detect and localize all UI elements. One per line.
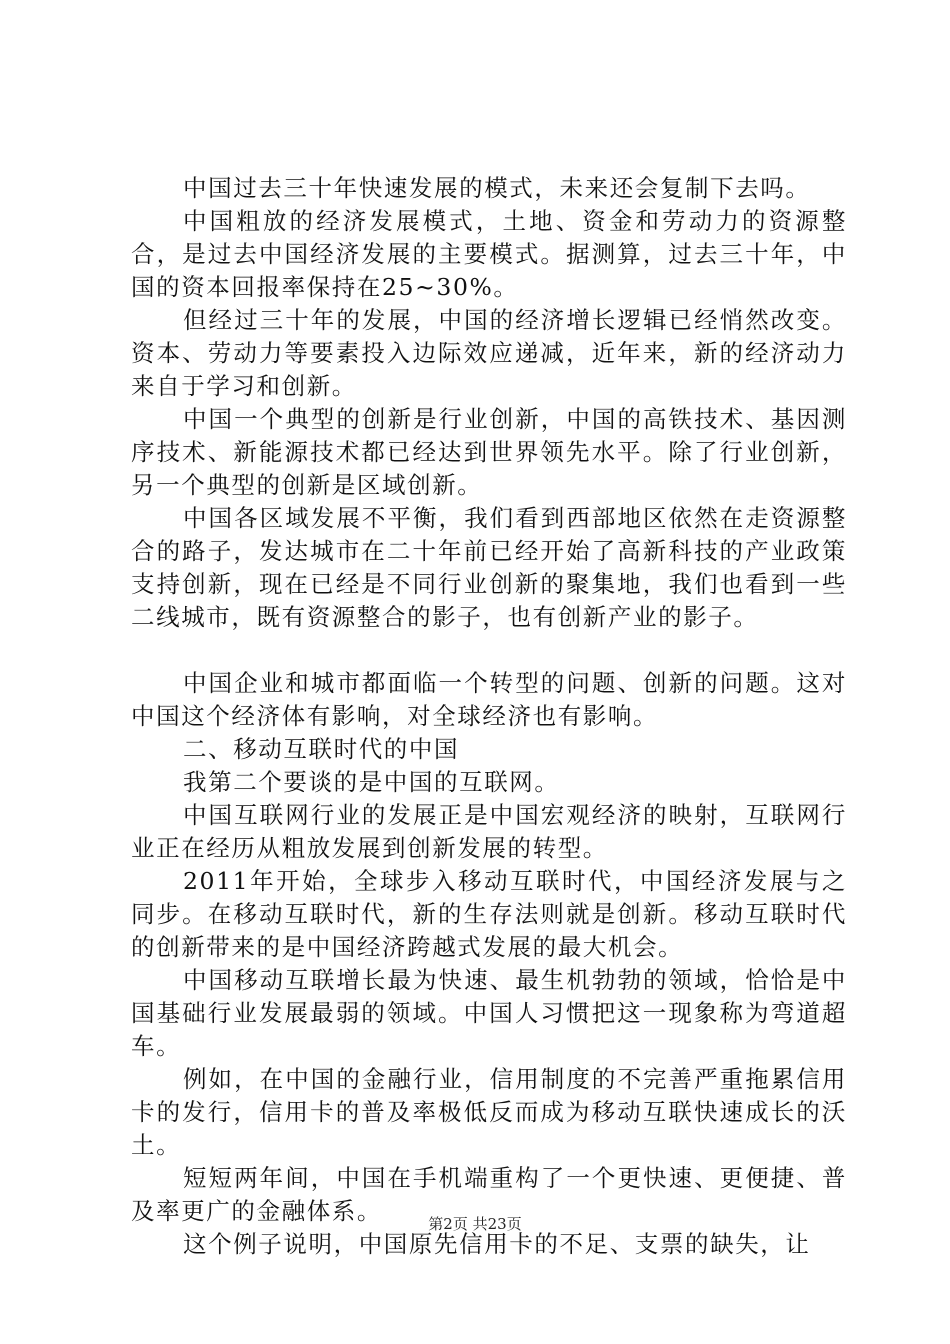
paragraph: 例如，在中国的金融行业，信用制度的不完善严重拖累信用卡的发行，信用卡的普及率极低反而成为移动互联快速成长的沃土。 [131, 1065, 847, 1159]
paragraph: 但经过三十年的发展，中国的经济增长逻辑已经悄然改变。资本、劳动力等要素投入边际效应递减，近年来，新的经济动力来自于学习和创新。 [131, 306, 847, 400]
paragraph: 中国企业和城市都面临一个转型的问题、创新的问题。这对中国这个经济体有影响，对全球经济也有影响。 [131, 669, 847, 730]
paragraph: 中国各区域发展不平衡，我们看到西部地区依然在走资源整合的路子，发达城市在二十年前已经开始了高新科技的产业政策支持创新，现在已经是不同行业创新的聚集地，我们也看到一些二线城市，既有资源整合的影子，也有创新产业的影子。 [131, 504, 847, 631]
paragraph: 2011年开始，全球步入移动互联时代，中国经济发展与之同步。在移动互联时代，新的生存法则就是创新。移动互联时代的创新带来的是中国经济跨越式发展的最大机会。 [131, 867, 847, 961]
paragraph: 中国粗放的经济发展模式，土地、资金和劳动力的资源整合，是过去中国经济发展的主要模式。据测算，过去三十年，中国的资本回报率保持在25~30%。 [131, 207, 847, 301]
paragraph: 中国移动互联增长最为快速、最生机勃勃的领域，恰恰是中国基础行业发展最弱的领域。中国人习惯把这一现象称为弯道超车。 [131, 966, 847, 1060]
page-number-footer: 第2页 共23页 [428, 1215, 522, 1233]
paragraph: 短短两年间，中国在手机端重构了一个更快速、更便捷、普及率更广的金融体系。 [131, 1164, 847, 1225]
paragraph: 中国过去三十年快速发展的模式，未来还会复制下去吗。 [183, 174, 811, 202]
paragraph: 这个例子说明，中国原先信用卡的不足、支票的缺失，让 [183, 1230, 811, 1258]
paragraph: 中国互联网行业的发展正是中国宏观经济的映射，互联网行业正在经历从粗放发展到创新发展的转型。 [131, 801, 847, 862]
paragraph: 中国一个典型的创新是行业创新，中国的高铁技术、基因测序技术、新能源技术都已经达到世界领先水平。除了行业创新，另一个典型的创新是区域创新。 [131, 405, 847, 499]
paragraph: 我第二个要谈的是中国的互联网。 [183, 768, 560, 796]
section-heading: 二、移动互联时代的中国 [183, 735, 460, 763]
document-body [131, 172, 847, 1261]
